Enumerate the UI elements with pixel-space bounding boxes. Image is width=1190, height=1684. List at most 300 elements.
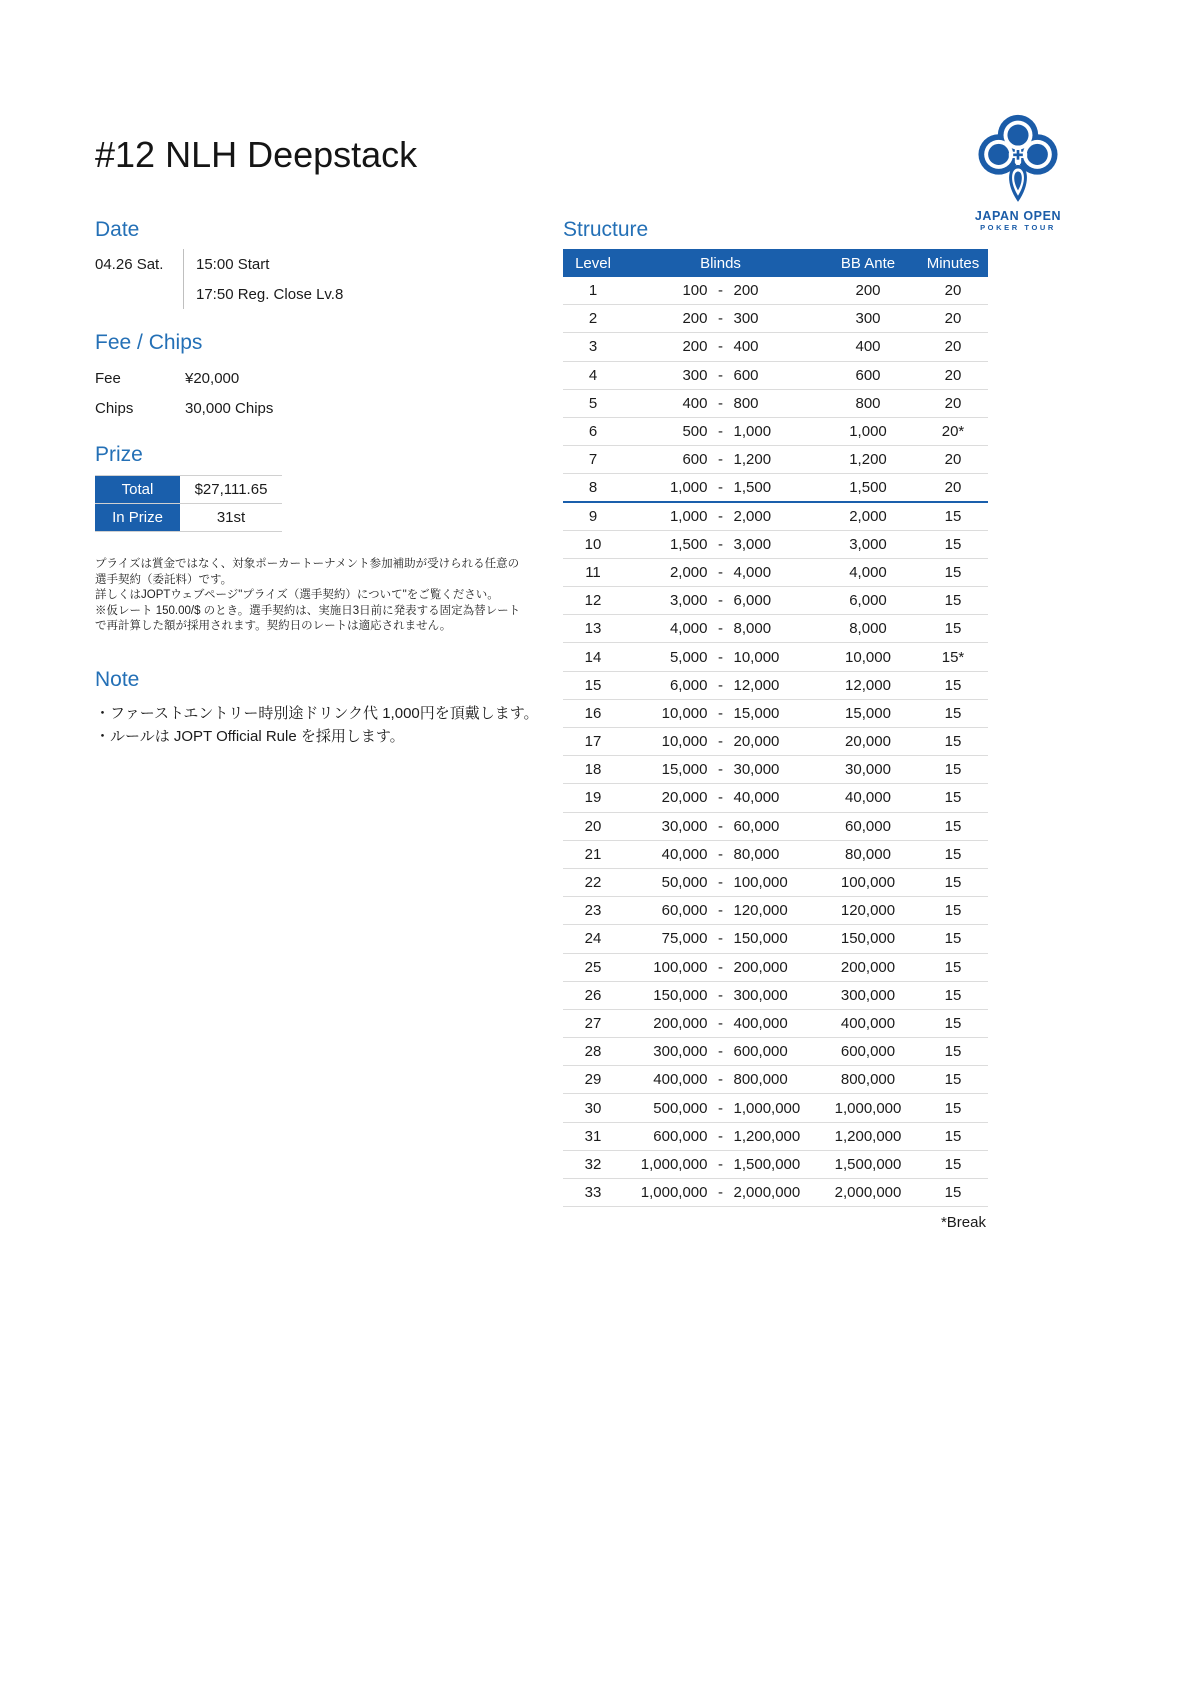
blinds-separator: - [718,1184,723,1202]
cell-level: 17 [584,733,602,751]
big-blind: 6,000 [733,592,772,610]
cell-bb-ante: 150,000 [840,930,896,948]
structure-row [563,474,988,502]
cell-blinds [623,395,818,412]
blinds-separator: - [718,338,723,356]
big-blind: 8,000 [733,620,772,638]
cell-minutes: 15 [944,535,962,553]
cell-minutes: 15 [944,986,962,1004]
cell-level: 10 [584,535,602,553]
cell-level: 20 [584,817,602,835]
cell-level: 7 [588,451,598,469]
blinds-separator: - [718,282,723,300]
small-blind: 5,000 [669,648,708,666]
blinds-separator: - [718,817,723,835]
cell-level: 33 [584,1184,602,1202]
small-blind: 6,000 [669,676,708,694]
cell-minutes: 15 [944,789,962,807]
big-blind: 120,000 [733,902,788,920]
structure-row [563,1151,988,1179]
header-cell-minutes: Minutes [926,254,980,272]
cell-minutes: 15 [944,845,962,863]
note-item: ・ルールは JOPT Official Rule を採用します。 [95,728,405,746]
structure-row [563,418,988,446]
structure-row [563,982,988,1010]
small-blind: 200 [682,310,708,328]
cell-minutes: 20 [944,366,962,384]
cell-bb-ante: 1,000,000 [834,1099,902,1117]
cell-level: 4 [588,366,598,384]
cell-minutes: 15 [944,592,962,610]
cell-minutes: 15 [944,733,962,751]
small-blind: 600,000 [653,1127,708,1145]
cell-level: 31 [584,1127,602,1145]
cell-bb-ante: 300 [855,310,881,328]
blinds-separator: - [718,648,723,666]
fee-label: Fee [95,369,121,387]
small-blind: 500,000 [653,1099,708,1117]
blinds-separator: - [718,1071,723,1089]
structure-row [563,672,988,700]
page-title: #12 NLH Deepstack [95,134,418,175]
big-blind: 3,000 [733,535,772,553]
small-blind: 600 [682,451,708,469]
cell-minutes: 20 [944,310,962,328]
date-section [95,218,535,309]
cell-bb-ante: 4,000 [849,563,887,581]
small-blind: 3,000 [669,592,708,610]
structure-row [563,1038,988,1066]
structure-row [563,305,988,333]
cell-bb-ante: 3,000 [849,535,887,553]
cell-bb-ante: 80,000 [845,845,891,863]
cell-bb-ante: 12,000 [845,676,891,694]
structure-row [563,587,988,615]
small-blind: 10,000 [661,704,708,722]
cell-bb-ante: 800 [855,394,881,412]
blinds-separator: - [718,1127,723,1145]
big-blind: 4,000 [733,563,772,581]
structure-row [563,841,988,869]
structure-row [563,925,988,953]
big-blind: 20,000 [733,733,780,751]
structure-row [563,503,988,531]
structure-row [563,700,988,728]
structure-row [563,954,988,982]
cell-level: 1 [588,282,598,300]
cell-bb-ante: 600,000 [840,1043,896,1061]
cell-minutes: 20 [944,394,962,412]
note-heading: Note [95,668,140,691]
cell-minutes: 15 [944,1184,962,1202]
header-cell-level: Level [575,254,611,272]
cell-bb-ante: 40,000 [845,789,891,807]
cell-blinds [623,282,818,299]
cell-bb-ante: 20,000 [845,733,891,751]
prize-inprize-row [95,504,282,532]
small-blind: 300,000 [653,1043,708,1061]
cell-level: 24 [584,930,602,948]
cell-blinds [623,1156,818,1173]
cell-minutes: 15 [944,676,962,694]
cell-bb-ante: 1,500,000 [834,1155,902,1173]
structure-row [563,869,988,897]
blinds-separator: - [718,845,723,863]
date-times [183,249,535,309]
cell-blinds [623,1184,818,1201]
cell-level: 25 [584,958,602,976]
big-blind: 40,000 [733,789,780,807]
prize-total-value: $27,111.65 [194,481,268,498]
cell-level: 13 [584,620,602,638]
prize-heading: Prize [95,443,143,466]
blinds-separator: - [718,733,723,751]
cell-minutes: 20 [944,451,962,469]
big-blind: 200,000 [733,958,788,976]
structure-heading: Structure [563,218,649,241]
cell-bb-ante: 800,000 [840,1071,896,1089]
prize-total-label: Total [95,476,180,503]
blinds-separator: - [718,563,723,581]
cell-bb-ante: 400,000 [840,1014,896,1032]
big-blind: 800,000 [733,1071,788,1089]
cell-bb-ante: 1,000 [849,423,887,441]
cell-bb-ante: 6,000 [849,592,887,610]
big-blind: 800 [733,394,759,412]
blinds-separator: - [718,310,723,328]
structure-header-row [563,249,988,277]
big-blind: 60,000 [733,817,780,835]
big-blind: 15,000 [733,704,780,722]
cell-blinds [623,536,818,553]
small-blind: 150,000 [653,986,708,1004]
cell-blinds [623,987,818,1004]
note-items [95,702,555,749]
cell-minutes: 15* [941,648,965,666]
structure-row [563,615,988,643]
small-blind: 50,000 [661,874,708,892]
blinds-separator: - [718,676,723,694]
cell-minutes: 15 [944,563,962,581]
cell-minutes: 15 [944,930,962,948]
fee-value: ¥20,000 [185,369,240,387]
cell-minutes: 15 [944,1099,962,1117]
big-blind: 300 [733,310,759,328]
cell-level: 18 [584,761,602,779]
structure-row [563,813,988,841]
cell-bb-ante: 8,000 [849,620,887,638]
structure-row [563,1179,988,1207]
blinds-separator: - [718,394,723,412]
cell-blinds [623,733,818,750]
cell-bb-ante: 300,000 [840,986,896,1004]
big-blind: 1,200,000 [733,1127,801,1145]
blinds-separator: - [718,366,723,384]
small-blind: 200 [682,338,708,356]
blinds-separator: - [718,958,723,976]
cell-minutes: 15 [944,1155,962,1173]
small-blind: 10,000 [661,733,708,751]
cell-minutes: 15 [944,902,962,920]
prize-section [95,443,535,532]
cell-minutes: 20* [941,423,965,441]
blinds-separator: - [718,986,723,1004]
cell-level: 29 [584,1071,602,1089]
big-blind: 1,500 [733,478,772,496]
cell-blinds [623,677,818,694]
jopt-logo [966,114,1070,232]
structure-section [563,218,988,1231]
fee-chips-rows [95,363,535,423]
cell-level: 30 [584,1099,602,1117]
cell-blinds [623,1100,818,1117]
cell-level: 23 [584,902,602,920]
cell-level: 9 [588,507,598,525]
cell-bb-ante: 100,000 [840,874,896,892]
prize-disclaimer [95,557,527,635]
structure-row [563,728,988,756]
blinds-separator: - [718,874,723,892]
start-time: 15:00 Start [196,255,270,273]
prize-total-row [95,476,282,504]
cell-bb-ante: 1,200,000 [834,1127,902,1145]
blinds-separator: - [718,1043,723,1061]
structure-table [563,249,988,1207]
blinds-separator: - [718,1155,723,1173]
big-blind: 12,000 [733,676,780,694]
structure-row [563,1094,988,1122]
big-blind: 1,200 [733,451,772,469]
cell-level: 6 [588,423,598,441]
blinds-separator: - [718,930,723,948]
header-cell-bb-ante: BB Ante [840,254,896,272]
cell-blinds [623,649,818,666]
small-blind: 40,000 [661,845,708,863]
cell-blinds [623,620,818,637]
disclaimer-line-2: 詳しくはJOPTウェブページ"プライズ（選手契約）について"をご覧ください。 [95,589,499,602]
fee-chips-heading: Fee / Chips [95,331,203,354]
date-table [95,249,535,309]
cell-level: 2 [588,310,598,328]
small-blind: 500 [682,423,708,441]
big-blind: 1,000,000 [733,1099,801,1117]
cell-minutes: 15 [944,1127,962,1145]
big-blind: 10,000 [733,648,780,666]
structure-row [563,756,988,784]
small-blind: 200,000 [653,1014,708,1032]
small-blind: 400,000 [653,1071,708,1089]
date-day: 04.26 Sat. [95,255,164,273]
structure-row [563,643,988,671]
big-blind: 200 [733,282,759,300]
structure-row [563,277,988,305]
cell-bb-ante: 2,000,000 [834,1184,902,1202]
cell-blinds [623,367,818,384]
cell-minutes: 15 [944,874,962,892]
cell-minutes: 15 [944,1043,962,1061]
structure-row [563,1066,988,1094]
cell-blinds [623,1071,818,1088]
cell-level: 32 [584,1155,602,1173]
date-heading: Date [95,218,140,241]
big-blind: 2,000 [733,507,772,525]
small-blind: 1,000 [669,478,708,496]
blinds-separator: - [718,535,723,553]
structure-row [563,390,988,418]
cell-blinds [623,846,818,863]
small-blind: 1,000,000 [640,1155,708,1173]
cell-blinds [623,705,818,722]
big-blind: 100,000 [733,874,788,892]
cell-level: 22 [584,874,602,892]
logo-text-japan-open: JAPAN OPEN [974,209,1062,223]
cell-blinds [623,592,818,609]
cell-blinds [623,564,818,581]
big-blind: 2,000,000 [733,1184,801,1202]
structure-row [563,531,988,559]
small-blind: 30,000 [661,817,708,835]
break-footnote: *Break [940,1214,986,1232]
cell-minutes: 20 [944,338,962,356]
structure-table-body [563,277,988,1207]
cell-bb-ante: 1,500 [849,478,887,496]
cell-level: 28 [584,1043,602,1061]
cell-bb-ante: 200 [855,282,881,300]
cell-blinds [623,310,818,327]
club-clover-icon [966,114,1070,208]
cell-blinds [623,902,818,919]
disclaimer-line-3: ※仮レート 150.00/$ のとき。選手契約は、実施日3日前に発表する固定為替レートで再計算した額が採用されます。契約日のレートは適応されません。 [95,604,521,633]
small-blind: 15,000 [661,761,708,779]
cell-bb-ante: 400 [855,338,881,356]
cell-blinds [623,1015,818,1032]
big-blind: 600,000 [733,1043,788,1061]
big-blind: 400,000 [733,1014,788,1032]
blinds-separator: - [718,620,723,638]
big-blind: 1,500,000 [733,1155,801,1173]
structure-row [563,1010,988,1038]
structure-row [563,446,988,474]
small-blind: 100 [682,282,708,300]
cell-blinds [623,423,818,440]
cell-minutes: 15 [944,958,962,976]
blinds-separator: - [718,1099,723,1117]
cell-bb-ante: 10,000 [845,648,891,666]
big-blind: 30,000 [733,761,780,779]
small-blind: 300 [682,366,708,384]
cell-level: 16 [584,704,602,722]
cell-level: 3 [588,338,598,356]
header-cell-blinds: Blinds [700,254,741,272]
big-blind: 600 [733,366,759,384]
fee-row [95,363,535,393]
cell-minutes: 15 [944,761,962,779]
cell-blinds [623,930,818,947]
cell-minutes: 15 [944,507,962,525]
small-blind: 1,000,000 [640,1184,708,1202]
blinds-separator: - [718,507,723,525]
cell-blinds [623,1128,818,1145]
reg-close-time: 17:50 Reg. Close Lv.8 [196,285,344,303]
big-blind: 1,000 [733,423,772,441]
blinds-separator: - [718,478,723,496]
cell-bb-ante: 30,000 [845,761,891,779]
cell-bb-ante: 600 [855,366,881,384]
note-item: ・ファーストエントリー時別途ドリンク代 1,000円を頂戴します。 [95,705,539,722]
cell-blinds [623,451,818,468]
small-blind: 1,500 [669,535,708,553]
cell-blinds [623,761,818,778]
cell-bb-ante: 15,000 [845,704,891,722]
structure-row [563,784,988,812]
cell-minutes: 15 [944,1071,962,1089]
big-blind: 150,000 [733,930,788,948]
blinds-separator: - [718,761,723,779]
prize-table [95,475,282,532]
chips-label: Chips [95,399,134,417]
small-blind: 400 [682,394,708,412]
cell-blinds [623,1043,818,1060]
cell-level: 26 [584,986,602,1004]
blinds-separator: - [718,592,723,610]
small-blind: 60,000 [661,902,708,920]
cell-bb-ante: 60,000 [845,817,891,835]
big-blind: 300,000 [733,986,788,1004]
cell-blinds [623,479,818,496]
small-blind: 75,000 [661,930,708,948]
disclaimer-line-1: プライズは賞金ではなく、対象ポーカートーナメント参加補助が受けられる任意の選手契約（委託料）です。 [95,558,520,586]
big-blind: 80,000 [733,845,780,863]
cell-blinds [623,959,818,976]
blinds-separator: - [718,1014,723,1032]
small-blind: 20,000 [661,789,708,807]
note-section [95,668,555,749]
big-blind: 400 [733,338,759,356]
cell-level: 5 [588,394,598,412]
small-blind: 1,000 [669,507,708,525]
cell-level: 15 [584,676,602,694]
cell-minutes: 15 [944,620,962,638]
small-blind: 4,000 [669,620,708,638]
cell-bb-ante: 200,000 [840,958,896,976]
cell-minutes: 15 [944,817,962,835]
cell-level: 21 [584,845,602,863]
prize-inprize-label: In Prize [95,504,180,531]
cell-blinds [623,508,818,525]
chips-value: 30,000 Chips [185,399,274,417]
blinds-separator: - [718,704,723,722]
blinds-separator: - [718,451,723,469]
cell-minutes: 15 [944,704,962,722]
cell-bb-ante: 120,000 [840,902,896,920]
cell-minutes: 20 [944,282,962,300]
structure-row [563,897,988,925]
cell-level: 14 [584,648,602,666]
structure-row [563,362,988,390]
small-blind: 100,000 [653,958,708,976]
cell-level: 27 [584,1014,602,1032]
cell-level: 12 [584,592,602,610]
cell-blinds [623,338,818,355]
cell-bb-ante: 1,200 [849,451,887,469]
fee-chips-section [95,331,535,423]
blinds-separator: - [718,902,723,920]
cell-blinds [623,874,818,891]
cell-minutes: 20 [944,478,962,496]
blinds-separator: - [718,423,723,441]
cell-level: 8 [588,478,598,496]
cell-level: 19 [584,789,602,807]
